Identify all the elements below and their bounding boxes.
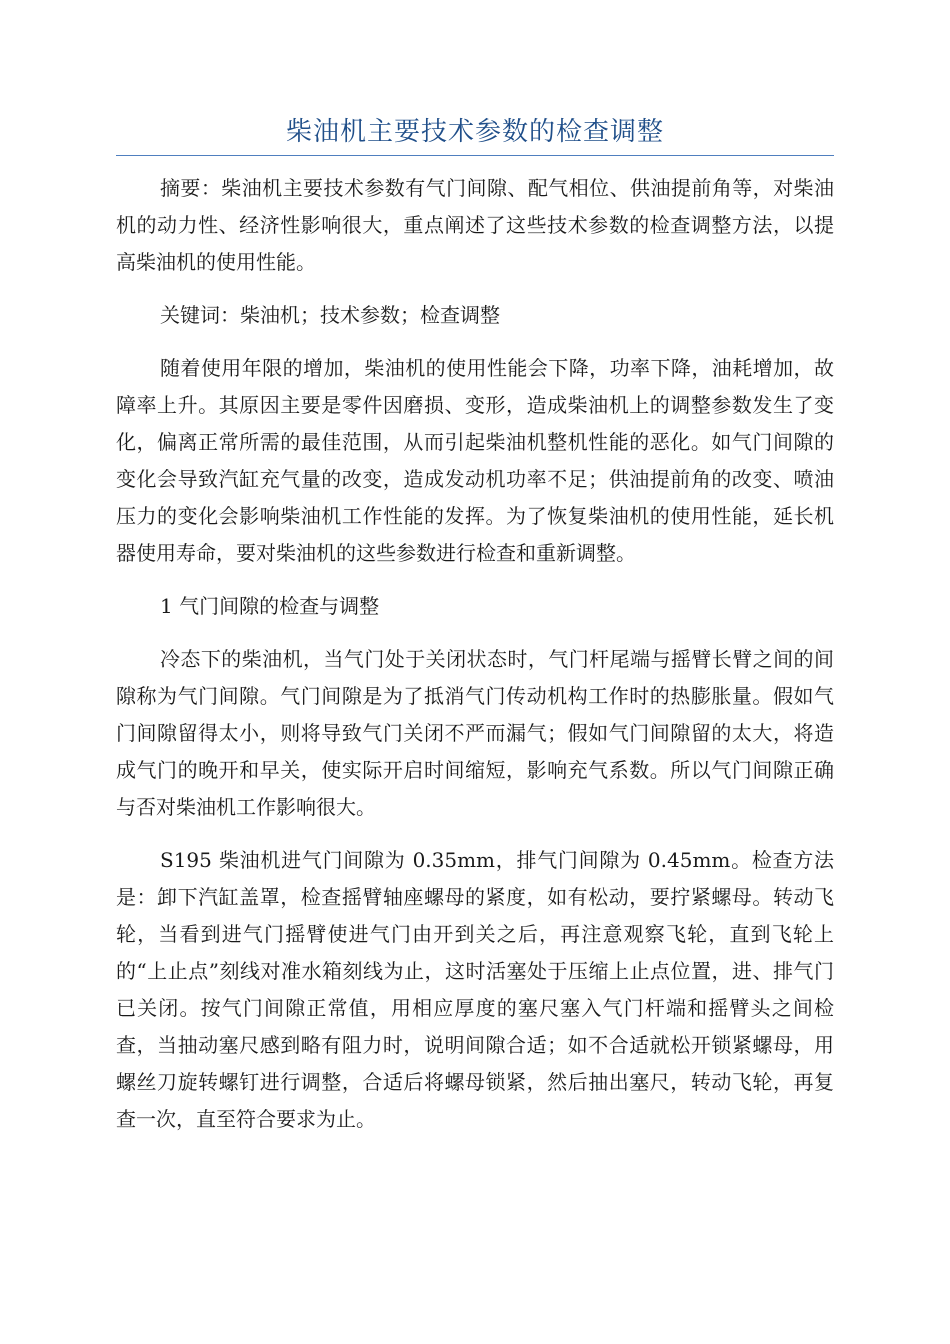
body-paragraph: S195 柴油机进气门间隙为 0.35mm，排气门间隙为 0.45mm。检查方法是：卸下汽缸盖罩，检查摇臂轴座螺母的紧度，如有松动，要拧紧螺母。转动飞轮，当看到进气门摇臂使进气门由开到关之后，再注意观察飞轮，直到飞轮上的“上止点”刻线对准水箱刻线为止，这时活塞处于压缩上止点位置，进、排气门已关闭。按气门间隙正常值，用相应厚度的塞尺塞入气门杆端和摇臂头之间检查，当抽动塞尺感到略有阻力时，说明间隙合适；如不合适就松开锁紧螺母，用螺丝刀旋转螺钉进行调整，合适后将螺母锁紧，然后抽出塞尺，转动飞轮，再复查一次，直至符合要求为止。 (116, 848, 834, 1131)
document-title: 柴油机主要技术参数的检查调整 (285, 117, 664, 147)
document-body (116, 170, 834, 1154)
keywords-paragraph: 关键词：柴油机；技术参数；检查调整 (160, 303, 500, 327)
body-paragraph: 冷态下的柴油机，当气门处于关闭状态时，气门杆尾端与摇臂长臂之间的间隙称为气门间隙。气门间隙是为了抵消气门传动机构工作时的热膨胀量。假如气门间隙留得太小，则将导致气门关闭不严而漏气；假如气门间隙留的太大，将造成气门的晚开和早关，使实际开启时间缩短，影响充气系数。所以气门间隙正确与否对柴油机工作影响很大。 (116, 647, 834, 819)
title-underline (116, 155, 834, 156)
intro-paragraph: 随着使用年限的增加，柴油机的使用性能会下降，功率下降，油耗增加，故障率上升。其原因主要是零件因磨损、变形，造成柴油机上的调整参数发生了变化，偏离正常所需的最佳范围，从而引起柴油机整机性能的恶化。如气门间隙的变化会导致汽缸充气量的改变，造成发动机功率不足；供油提前角的改变、喷油压力的变化会影响柴油机工作性能的发挥。为了恢复柴油机的使用性能，延长机器使用寿命，要对柴油机的这些参数进行检查和重新调整。 (116, 356, 834, 565)
section-heading: 1 气门间隙的检查与调整 (160, 594, 380, 618)
abstract-paragraph: 摘要：柴油机主要技术参数有气门间隙、配气相位、供油提前角等，对柴油机的动力性、经济性影响很大，重点阐述了这些技术参数的检查调整方法，以提高柴油机的使用性能。 (116, 176, 834, 274)
